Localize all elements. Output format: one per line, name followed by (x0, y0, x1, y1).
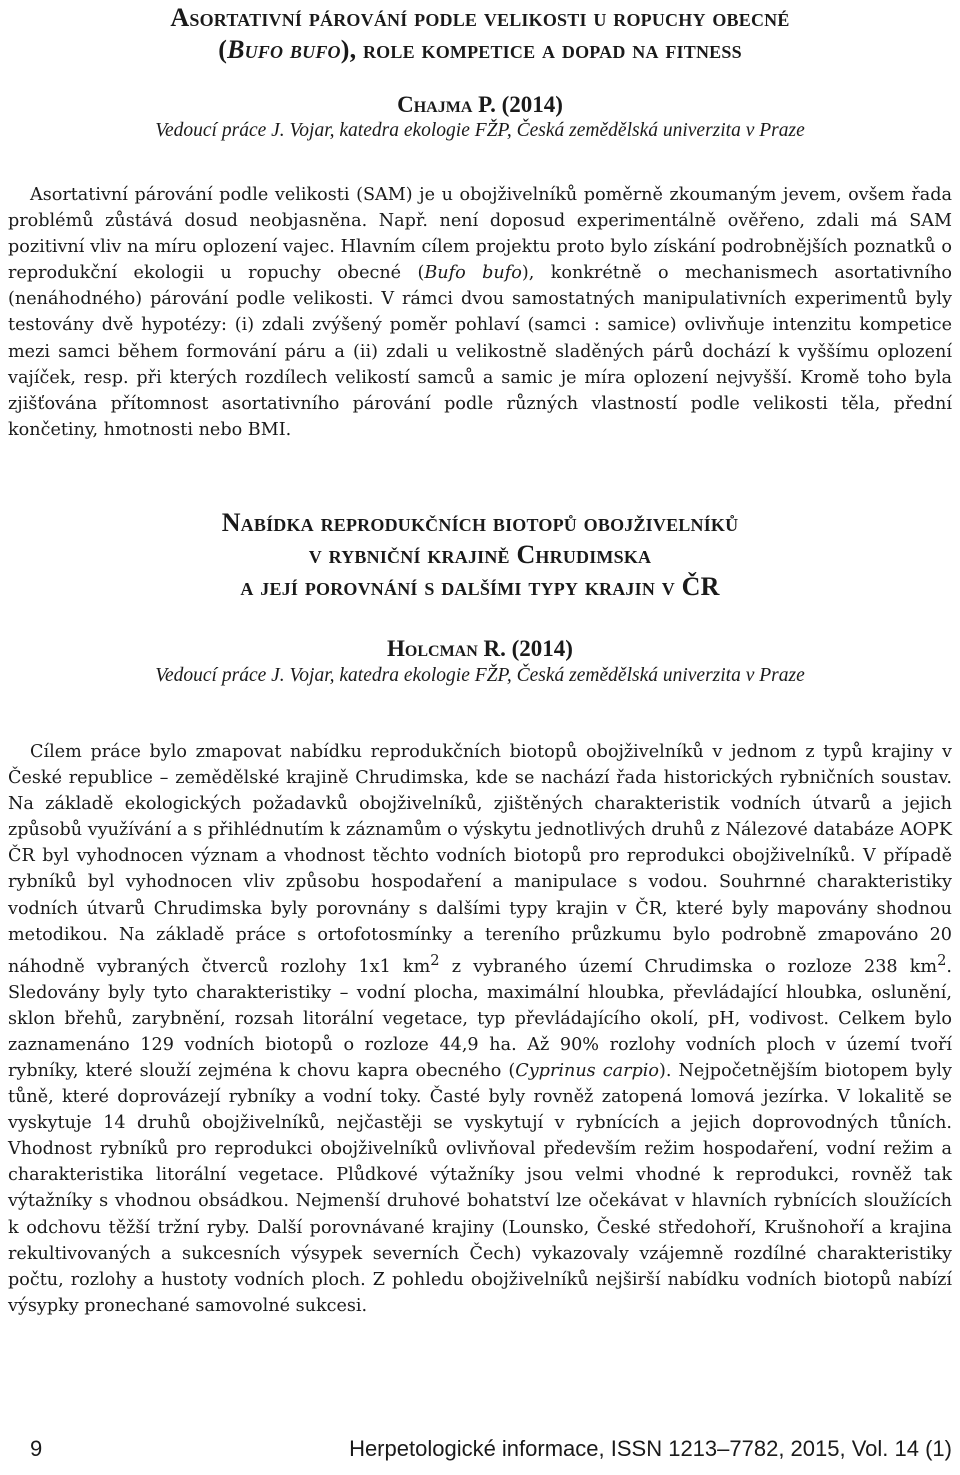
article2-title (8, 507, 952, 603)
article2-title-line3: a její porovnání s dalšími typy krajin v ČR (240, 572, 720, 601)
article1-abstract-latin: Bufo bufo (424, 263, 522, 284)
article1-abstract-part-a: Asortativní párování podle velikosti (SAM) je u obojživelníků poměrně zkoumaným jevem, ovšem řada problémů zůstává dosud neobjasněna. Např. není doposud experimentálně ověřeno, zdali má SAM pozitivní vliv na míru oplození vajec. Hlavním cílem projektu proto bylo získání podrobnějších poznatků o reprodukční ekologii u ropuchy obecné ( (8, 185, 952, 284)
article2-abstract-latin: Cyprinus carpio (515, 1060, 659, 1081)
article2-abstract-superscript-1: 2 (430, 951, 440, 969)
article2-abstract-part-b: z vybraného území Chrudimska o rozloze 238 km (439, 956, 938, 977)
article2-title-line1: Nabídka reprodukčních biotopů obojživelníků (221, 508, 739, 537)
article2-abstract-part-d: ). Nejpočetnějším biotopem byly tůně, které doprovázejí rybníky a vodní toky. Časté byly rovněž zatopená lomová jezírka. V lokalitě se vyskytuje 14 druhů obojživelníků, nejčastěji se vyskytují v rybnících a jejich doprovodných tůních. Vhodnost rybníků pro reprodukci obojživelníků ovlivňoval především režim hospodaření, vodní režim a charakteristika litorální vegetace. Plůdkové výtažníky jsou velmi vhodné k reprodukci, rovněž tak výtažníky s vhodnou obsádkou. Nejmenší druhové bohatství lze očekávat v hlavních rybnících sloužících k odchovu těžší tržní ryby. Další porovnávané krajiny (Lounsko, České středohoří, Krušnohoří a krajina rekultivovaných a sukcesních výsypek severních Čech) vykazovaly vzájemně rozdílné charakteristiky počtu, rozlohy a hustoty vodních ploch. Z pohledu obojživelníků nejširší nabídku vodních biotopů nabízí výsypky pronechané samovolné sukcesi. (8, 1060, 952, 1316)
journal-citation: Herpetologické informace, ISSN 1213–7782, 2015, Vol. 14 (1) (349, 1436, 952, 1461)
article2-abstract-part-a: Cílem práce bylo zmapovat nabídku reprodukčních biotopů obojživelníků v jednom z typů krajiny v České republice – zemědělské krajině Chrudimska, kde se nachází řada historických rybničních soustav. Na základě ekologických požadavků obojživelníků, zjištěných charakteristik vodních útvarů a jejich způsobů využívání a s přihlédnutím k záznamům o výskytu jednotlivých druhů z Nálezové databáze AOPK ČR byl vyhodnocen význam a vhodnost těchto vodních biotopů pro reprodukci obojživelníků. V případě rybníků byl vyhodnocen vliv způsobu hospodaření a manipulace s vodou. Souhrnné charakteristiky vodních útvarů Chrudimska byly porovnány s dalšími typy krajin v ČR, které byly mapovány shodnou metodikou. Na základě práce s ortofotosmínky a tereního průzkumu bylo podrobně zmapováno 20 náhodně vybraných čtverců rozlohy 1x1 km (8, 742, 952, 977)
article2-author: Holcman R. (2014) (387, 636, 573, 661)
article2-abstract-superscript-2: 2 (937, 951, 947, 969)
article1-title-line2-post: ), role kompetice a dopad na fitness (340, 35, 742, 64)
article1-abstract-part-b: ), konkrétně o mechanismech asortativního (nenáhodného) párování podle velikosti. V rámci dvou samostatných manipulativních experimentů byly testovány dvě hypotézy: (i) zdali zvýšený poměr pohlaví (samci : samice) ovlivňuje intenzitu kompetice mezi samci během formování páru a (ii) zdali u velikostně sladěných párů dochází k vyššímu oplození vajíček, resp. při kterých rozdílech velikostí samců a samic je míra oplození nejvyšší. Kromě toho byla zjišťována přítomnost asortativního párování podle různých vlastností podle velikosti těla, přední končetiny, hmotnosti nebo BMI. (8, 263, 953, 440)
article2-abstract (8, 739, 952, 1319)
article2-advisor: Vedoucí práce J. Vojar, katedra ekologie FŽP, Česká zemědělská univerzita v Praze (155, 665, 805, 686)
article2-abstract-part-c: . Sledovány byly tyto charakteristiky – vodní plocha, maximální hloubka, převládající hloubka, oslunění, sklon břehů, zarybnění, rozsah litorální vegetace, typ převládajícího okolí, pH, vodivost. Celkem bylo zaznamenáno 129 vodních biotopů o rozloze 44,9 ha. Až 90% rozlohy vodních ploch v území tvoří rybníky, které slouží zejména k chovu kapra obecného ( (8, 956, 952, 1081)
article1-title-line2-pre: ( (218, 35, 228, 64)
article1-title-latin: Bufo bufo (227, 35, 341, 64)
article2-title-line2: v rybniční krajině Chrudimska (308, 540, 652, 569)
article1-title (8, 2, 952, 66)
article1-advisor: Vedoucí práce J. Vojar, katedra ekologie FŽP, Česká zemědělská univerzita v Praze (155, 120, 805, 141)
page-number: 9 (30, 1436, 43, 1461)
article1-author: Chajma P. (2014) (397, 92, 563, 117)
article1-abstract (8, 182, 952, 443)
article1-title-line1: Asortativní párování podle velikosti u ropuchy obecné (170, 3, 790, 32)
